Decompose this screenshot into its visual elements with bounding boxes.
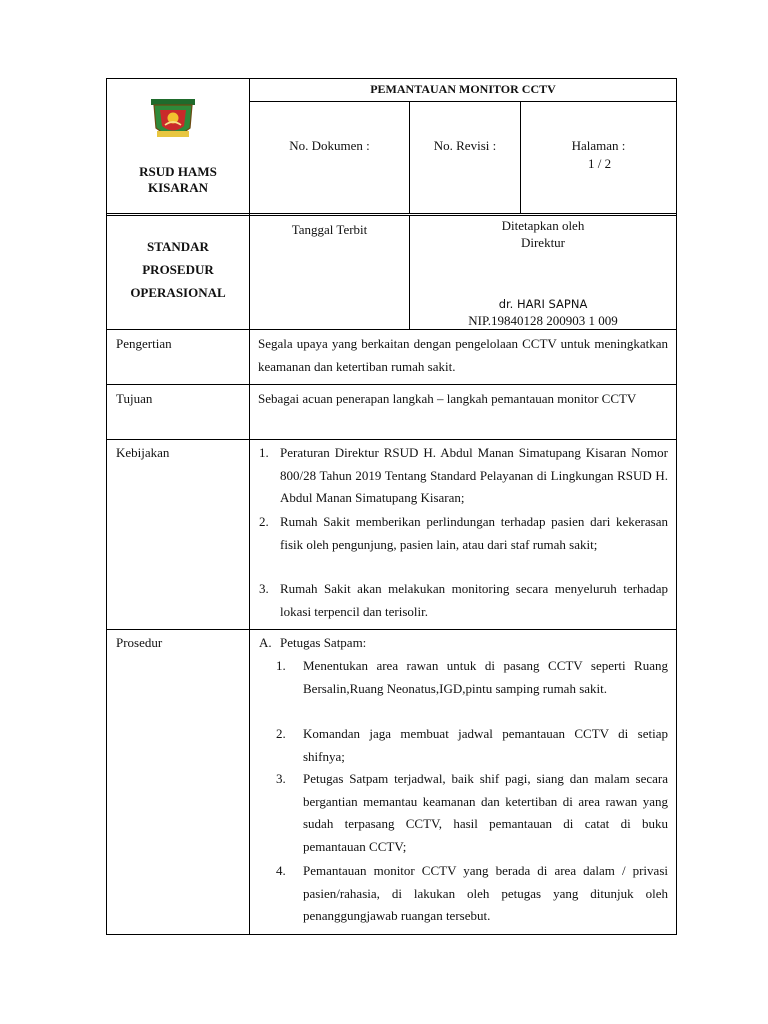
prosedur-group-letter: A. — [259, 635, 272, 650]
kebijakan-item-text: Rumah Sakit akan melakukan monitoring secara menyeluruh terhadap lokasi terpencil dan terisolir. — [280, 581, 668, 619]
row-divider-tujuan — [106, 384, 677, 385]
ditetapkan-role: Direktur — [520, 235, 566, 250]
meta-col-divider-2 — [520, 101, 521, 214]
header-bottom-rule-1 — [106, 213, 677, 214]
kebijakan-item-number: 3. — [259, 581, 269, 596]
prosedur-item-number: 2. — [276, 726, 286, 741]
prosedur-item-text: Komandan jaga membuat jadwal pemantauan CCTV di setiap shifnya; — [303, 726, 668, 764]
document-title: PEMANTAUAN MONITOR CCTV — [370, 82, 556, 96]
table-border-left — [106, 78, 107, 935]
kebijakan-label: Kebijakan — [116, 445, 170, 460]
sop-type-line-2: PROSEDUR — [142, 262, 214, 277]
prosedur-group-title: Petugas Satpam: — [280, 635, 367, 650]
pengertian-label: Pengertian — [116, 336, 172, 351]
hospital-logo — [148, 98, 198, 142]
title-row-divider — [249, 101, 677, 102]
table-border-right — [676, 78, 677, 935]
no-revisi-label: No. Revisi : — [433, 138, 497, 153]
prosedur-item-text: Pemantauan monitor CCTV yang berada di area dalam / privasi pasien/rahasia, di lakukan oleh petugas yang ditunjuk oleh penanggungjawab ruangan tersebut. — [303, 863, 668, 923]
halaman-value: 1 / 2 — [588, 156, 612, 171]
prosedur-item-number: 4. — [276, 863, 286, 878]
halaman-label: Halaman : — [571, 138, 626, 153]
kebijakan-item-text: Peraturan Direktur RSUD H. Abdul Manan Simatupang Kisaran Nomor 800/28 Tahun 2019 Tentang Standard Pelayanan di Lingkungan RSUD H. Abdul Manan Simatupang Kisaran; — [280, 445, 668, 505]
kebijakan-item-number: 1. — [259, 445, 269, 460]
sop-type-line-3: OPERASIONAL — [130, 285, 226, 300]
pengertian-text: Segala upaya yang berkaitan dengan pengelolaan CCTV untuk meningkatkan keamanan dan ketertiban rumah sakit. — [258, 336, 668, 374]
tujuan-label: Tujuan — [116, 391, 153, 406]
prosedur-item-number: 1. — [276, 658, 286, 673]
row-divider-kebijakan — [106, 439, 677, 440]
table-col-divider — [249, 78, 250, 935]
prosedur-item-text: Petugas Satpam terjadwal, baik shif pagi, siang dan malam secara bergantian memantau keamanan dan ketertiban di area rawan yang sudah terpasang CCTV, hasil pemantauan di catat di buku pemantauan CCTV; — [303, 771, 668, 854]
no-dokumen-label: No. Dokumen : — [289, 138, 370, 153]
sop-type-line-1: STANDAR — [147, 239, 209, 254]
header-bottom-rule-2 — [106, 215, 677, 216]
org-name: RSUD HAMS KISARAN — [139, 164, 217, 195]
row-divider-pengertian — [106, 329, 677, 330]
kebijakan-item-number: 2. — [259, 514, 269, 529]
prosedur-label: Prosedur — [116, 635, 163, 650]
signatory-nip: NIP.19840128 200903 1 009 — [468, 313, 618, 328]
meta-col-divider-1 — [409, 101, 410, 214]
ditetapkan-label: Ditetapkan oleh — [501, 218, 585, 233]
table-border-bottom — [106, 934, 677, 935]
tujuan-text: Sebagai acuan penerapan langkah – langkah pemantauan monitor CCTV — [258, 391, 637, 406]
kebijakan-item-text: Rumah Sakit memberikan perlindungan terhadap pasien dari kekerasan fisik oleh pengunjung, pasien lain, atau dari staf rumah sakit; — [280, 514, 668, 552]
signatory-name: dr. HARI SAPNA — [498, 297, 588, 311]
prosedur-item-text: Menentukan area rawan untuk di pasang CCTV seperti Ruang Bersalin,Ruang Neonatus,IGD,pintu samping rumah sakit. — [303, 658, 668, 696]
row-divider-prosedur — [106, 629, 677, 630]
prosedur-item-number: 3. — [276, 771, 286, 786]
tanggal-terbit-label: Tanggal Terbit — [291, 222, 368, 237]
